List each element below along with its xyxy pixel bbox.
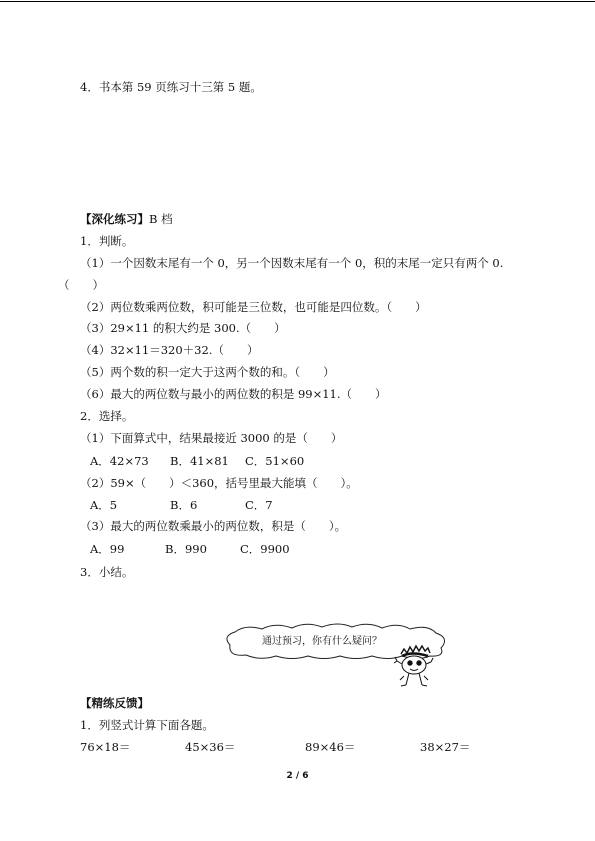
item-4: 4．书本第 59 页练习十三第 5 题。	[80, 80, 262, 94]
judge-item-2: （2）两位数乘两位数，积可能是三位数，也可能是四位数。（ ）	[80, 300, 427, 314]
judge-item-5: （5）两个数的积一定大于这两个数的和。（ ）	[80, 365, 335, 379]
section-title-deepen: 【深化练习】	[80, 212, 149, 226]
thought-cloud-illustration	[220, 618, 450, 694]
choice-options-1	[90, 454, 350, 468]
top-rule	[0, 1, 595, 2]
choice-question-2: （2）59×（ ）＜360，括号里最大能填（ ）。	[80, 476, 358, 490]
practice-problem-2: 45×36＝	[185, 740, 236, 754]
thought-cloud-text: 通过预习，你有什么疑问？	[262, 636, 382, 647]
page-number: 2 / 6	[286, 771, 309, 781]
judge-item-4: （4）32×11＝320＋32.（ ）	[80, 343, 259, 357]
option-c: C．51×60	[245, 454, 305, 468]
option-a: A．42×73	[90, 454, 149, 468]
section-title-practice: 【精练反馈】	[80, 696, 149, 710]
section-heading-deepen	[80, 212, 173, 226]
choice-options-2	[90, 498, 350, 512]
choice-options-3	[90, 542, 350, 556]
judge-item-1: （1）一个因数末尾有一个 0，另一个因数末尾有一个 0，积的末尾一定只有两个 0.	[80, 256, 504, 270]
judge-item-1-answer-blank: （ ）	[58, 278, 104, 292]
judge-title: 1．判断。	[80, 234, 134, 248]
practice-problem-3: 89×46＝	[305, 740, 356, 754]
judge-item-6: （6）最大的两位数与最小的两位数的积是 99×11.（ ）	[80, 387, 387, 401]
practice-problem-1: 76×18＝	[80, 740, 131, 754]
choice-title: 2．选择。	[80, 409, 134, 423]
option-b: B．990	[165, 542, 207, 556]
choice-question-3: （3）最大的两位数乘最小的两位数，积是（ ）。	[80, 519, 347, 533]
option-a: A．99	[90, 542, 125, 556]
summary-item: 3．小结。	[80, 565, 134, 579]
option-a: A．5	[90, 498, 118, 512]
option-b: B．6	[170, 498, 198, 512]
option-b: B．41×81	[170, 454, 229, 468]
practice-problem-4: 38×27＝	[420, 740, 471, 754]
option-c: C．7	[245, 498, 273, 512]
practice-title: 1．列竖式计算下面各题。	[80, 718, 214, 732]
section-level: B 档	[149, 212, 173, 226]
judge-item-3: （3）29×11 的积大约是 300.（ ）	[80, 321, 286, 335]
option-c: C．9900	[240, 542, 290, 556]
choice-question-1: （1）下面算式中，结果最接近 3000 的是（ ）	[80, 431, 343, 445]
